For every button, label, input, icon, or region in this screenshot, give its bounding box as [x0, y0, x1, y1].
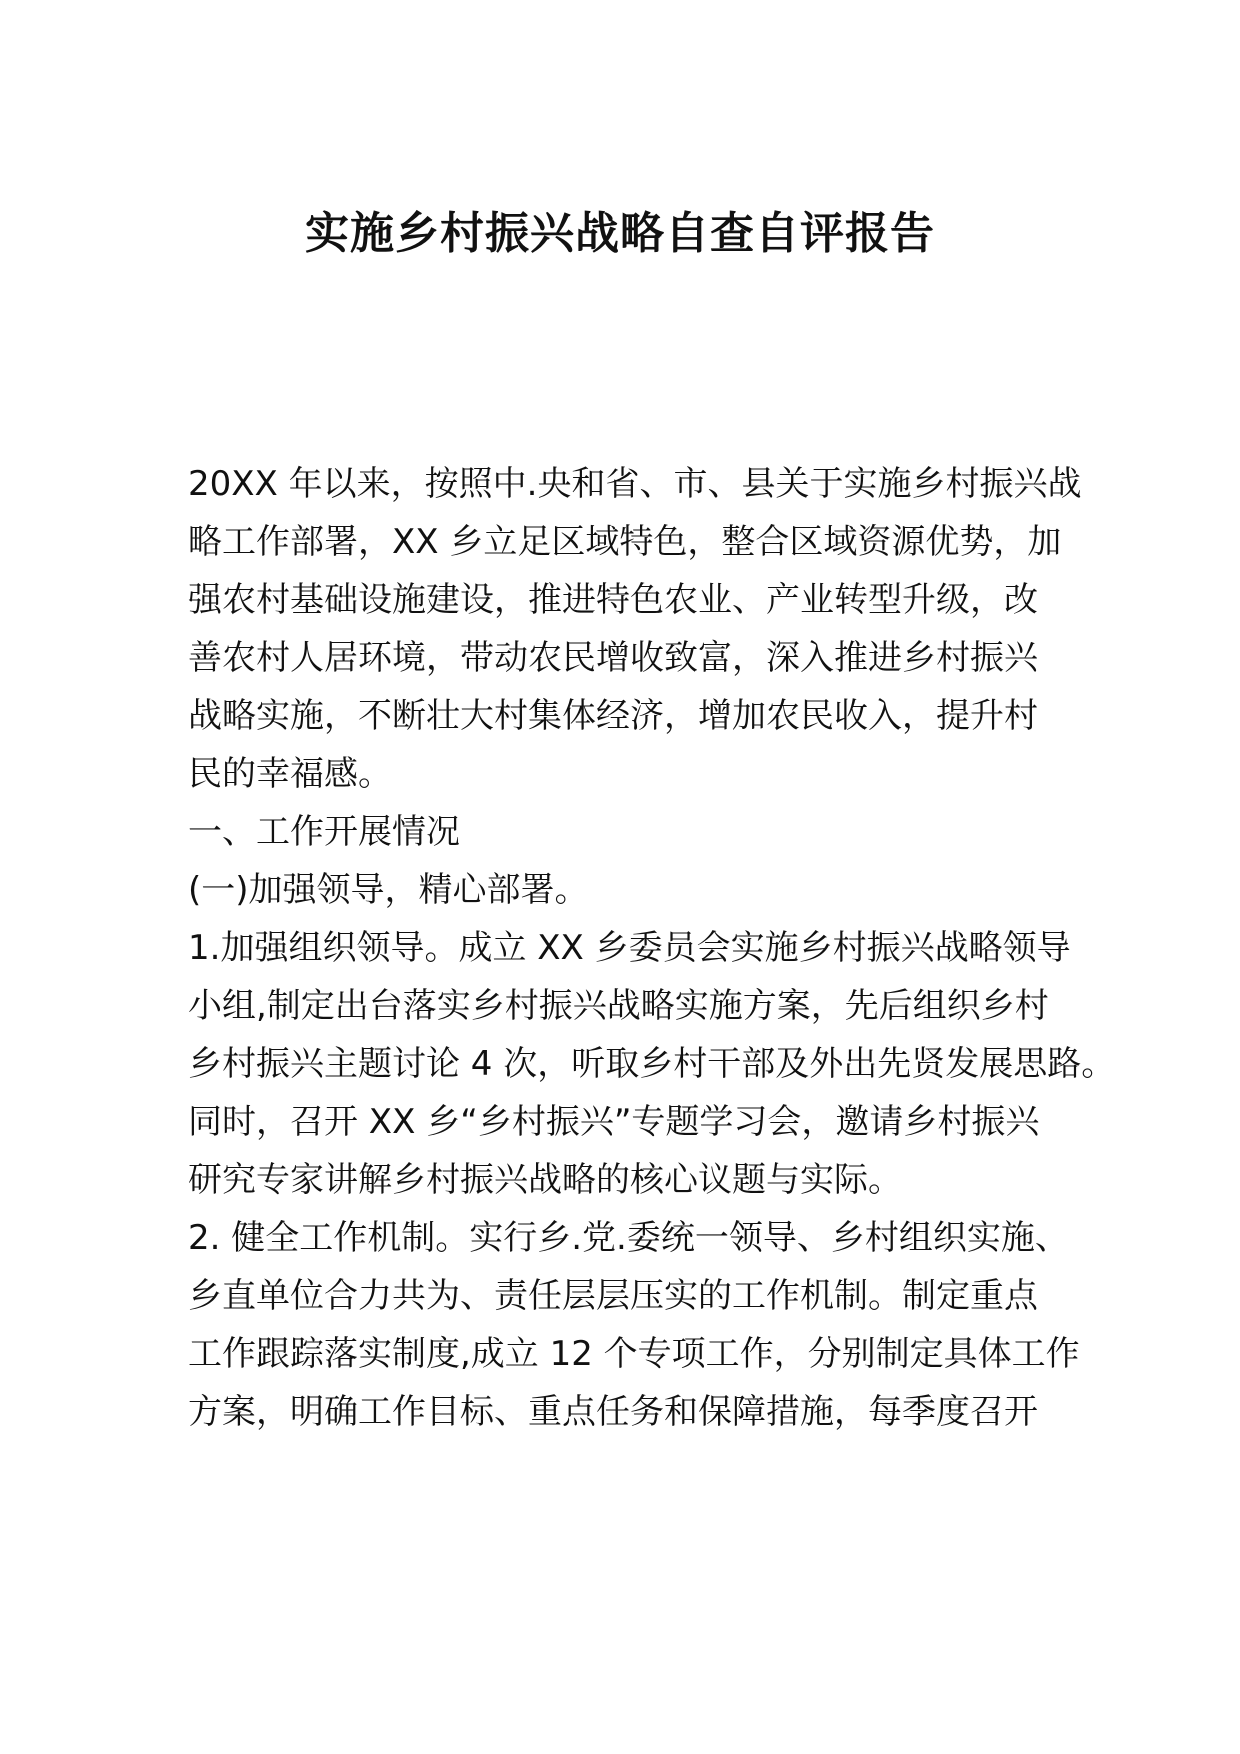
body-line-10: 同时，召开 XX 乡“乡村振兴”专题学习会，邀请乡村振兴: [188, 1102, 1040, 1142]
body-line-4: 善农村人居环境，带动农民增收致富，深入推进乡村振兴: [188, 638, 1038, 678]
subsection-heading-1: (一)加强领导，精心部署。: [188, 870, 589, 910]
body-line-15: 方案，明确工作目标、重点任务和保障措施，每季度召开: [188, 1392, 1038, 1432]
section-heading-1: 一、工作开展情况: [188, 812, 460, 852]
body-line-8: 小组,制定出台落实乡村振兴战略实施方案，先后组织乡村: [188, 986, 1049, 1026]
body-line-1: 20XX 年以来，按照中.央和省、市、县关于实施乡村振兴战: [188, 464, 1082, 504]
body-line-11: 研究专家讲解乡村振兴战略的核心议题与实际。: [188, 1160, 902, 1200]
body-line-5: 战略实施，不断壮大村集体经济，增加农民收入，提升村: [188, 696, 1038, 736]
body-line-7: 1.加强组织领导。成立 XX 乡委员会实施乡村振兴战略领导: [188, 928, 1071, 968]
body-line-6: 民的幸福感。: [188, 754, 392, 794]
body-line-12: 2. 健全工作机制。实行乡.党.委统一领导、乡村组织实施、: [188, 1218, 1069, 1258]
body-line-9: 乡村振兴主题讨论 4 次，听取乡村干部及外出先贤发展思路。: [188, 1044, 1116, 1084]
body-line-14: 工作跟踪落实制度,成立 12 个专项工作，分别制定具体工作: [188, 1334, 1080, 1374]
document-title: 实施乡村振兴战略自查自评报告: [305, 208, 935, 259]
body-line-2: 略工作部署，XX 乡立足区域特色，整合区域资源优势，加: [188, 522, 1062, 562]
body-line-13: 乡直单位合力共为、责任层层压实的工作机制。制定重点: [188, 1276, 1038, 1316]
body-line-3: 强农村基础设施建设，推进特色农业、产业转型升级，改: [188, 580, 1038, 620]
